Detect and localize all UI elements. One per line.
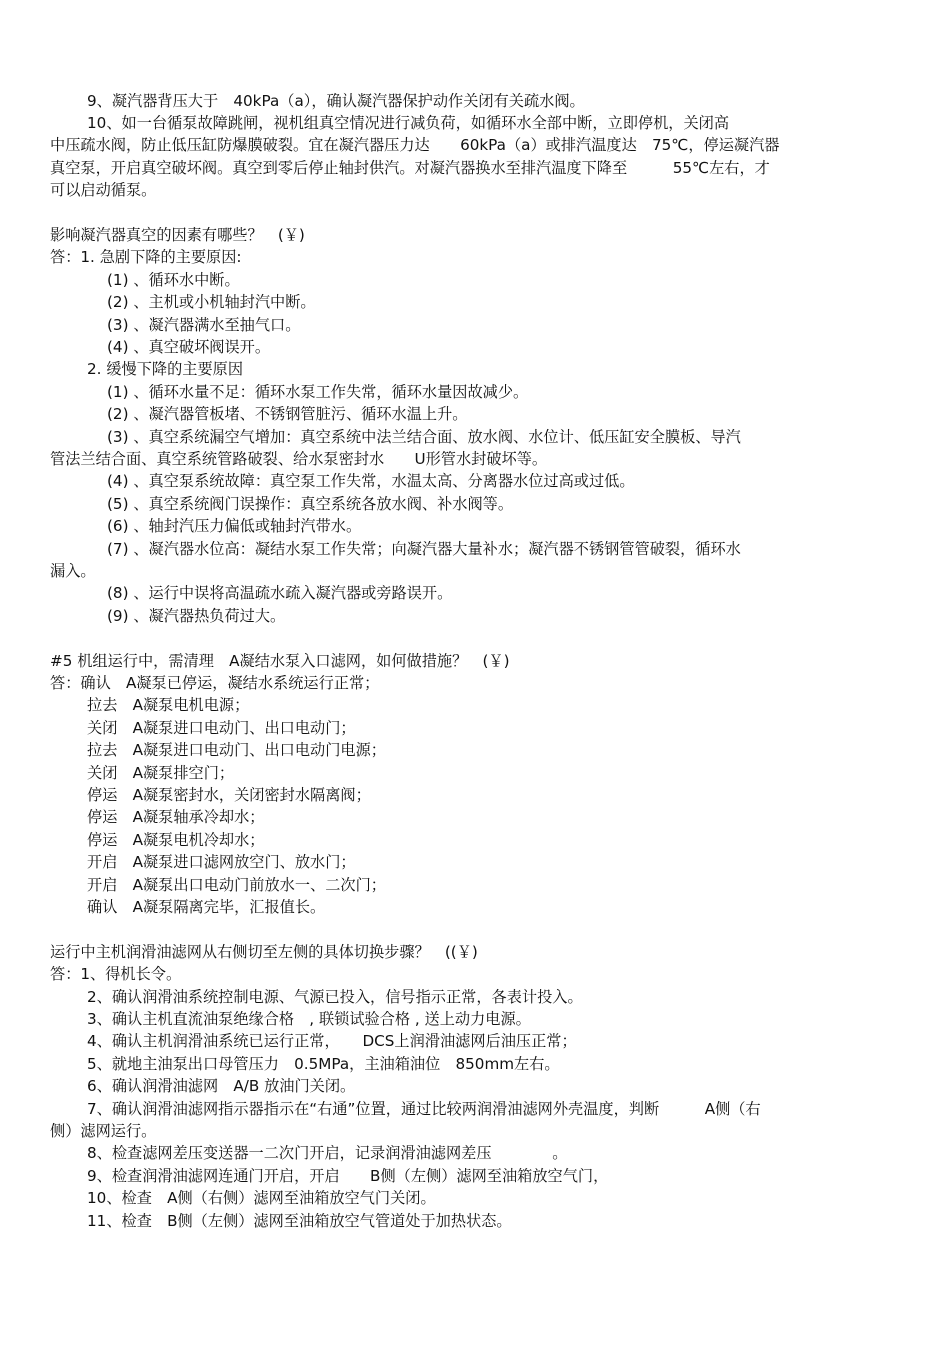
answer-line: 答：1. 急剧下降的主要原因: [50, 248, 242, 266]
step-line: 停运 A凝泵密封水，关闭密封水隔离阀； [87, 786, 371, 804]
list-item: (2) 、凝汽器管板堵、不锈钢管脏污、循环水温上升。 [107, 405, 468, 423]
step-line: 2、确认润滑油系统控制电源、气源已投入，信号指示正常，各表计投入。 [87, 988, 583, 1006]
step-line: 关闭 A凝泵排空门； [87, 764, 235, 782]
question-heading: #5 机组运行中，需清理 A凝结水泵入口滤网，如何做措施？ (￥) [50, 652, 510, 670]
step-line: 确认 A凝泵隔离完毕，汇报值长。 [87, 898, 326, 916]
text-line: 真空泵，开启真空破坏阀。真空到零后停止轴封供汽。对凝汽器换水至排汽温度下降至 55℃左右，才 [50, 159, 770, 177]
step-line: 开启 A凝泵出口电动门前放水一、二次门； [87, 876, 386, 894]
list-item: (4) 、真空破坏阀误开。 [107, 338, 271, 356]
text-line: 10、如一台循泵故障跳闸，视机组真空情况进行减负荷，如循环水全部中断，立即停机，关闭高 [87, 114, 730, 132]
step-line: 停运 A凝泵轴承冷却水； [87, 808, 265, 826]
text-line: 中压疏水阀，防止低压缸防爆膜破裂。宜在凝汽器压力达 60kPa（a）或排汽温度达 75℃，停运凝汽器 [50, 136, 780, 154]
list-item: 2. 缓慢下降的主要原因 [87, 360, 244, 378]
list-item: (1) 、循环水中断。 [107, 271, 240, 289]
text-line: 9、凝汽器背压大于 40kPa（a），确认凝汽器保护动作关闭有关疏水阀。 [87, 92, 585, 110]
answer-line: 答：1、得机长令。 [50, 965, 182, 983]
step-line: 拉去 A凝泵进口电动门、出口电动门电源； [87, 741, 386, 759]
list-item: (6) 、轴封汽压力偏低或轴封汽带水。 [107, 517, 362, 535]
step-line: 10、检查 A侧（右侧）滤网至油箱放空气门关闭。 [87, 1189, 436, 1207]
list-item: (8) 、运行中误将高温疏水疏入凝汽器或旁路误开。 [107, 584, 453, 602]
list-item: (7) 、凝汽器水位高：凝结水泵工作失常；向凝汽器大量补水；凝汽器不锈钢管管破裂，循环水 [107, 540, 741, 558]
step-line: 7、确认润滑油滤网指示器指示在“右通”位置，通过比较两润滑油滤网外壳温度，判断 A侧（右 [87, 1100, 761, 1118]
step-line: 6、确认润滑油滤网 A/B 放油门关闭。 [87, 1077, 356, 1095]
list-item: (4) 、真空泵系统故障：真空泵工作失常，水温太高、分离器水位过高或过低。 [107, 472, 635, 490]
question-heading: 运行中主机润滑油滤网从右侧切至左侧的具体切换步骤？ ((￥) [50, 943, 478, 961]
list-item: 漏入。 [50, 562, 96, 580]
step-line: 9、检查润滑油滤网连通门开启，开启 B侧（左侧）滤网至油箱放空气门， [87, 1167, 609, 1185]
step-line: 拉去 A凝泵电机电源； [87, 696, 250, 714]
list-item: (2) 、主机或小机轴封汽中断。 [107, 293, 316, 311]
step-line: 开启 A凝泵进口滤网放空门、放水门； [87, 853, 356, 871]
list-item: (3) 、真空系统漏空气增加：真空系统中法兰结合面、放水阀、水位计、低压缸安全膜板、导汽 [107, 428, 741, 446]
step-line: 3、确认主机直流油泵绝缘合格 , 联锁试验合格 , 送上动力电源。 [87, 1010, 531, 1028]
list-item: (5) 、真空系统阀门误操作：真空系统各放水阀、补水阀等。 [107, 495, 514, 513]
step-line: 关闭 A凝泵进口电动门、出口电动门； [87, 719, 356, 737]
question-heading: 影响凝汽器真空的因素有哪些？ (￥) [50, 226, 305, 244]
step-line: 5、就地主油泵出口母管压力 0.5MPa，主油箱油位 850mm左右。 [87, 1055, 560, 1073]
list-item: (1) 、循环水量不足：循环水泵工作失常，循环水量因故减少。 [107, 383, 529, 401]
text-line: 可以启动循泵。 [50, 181, 157, 199]
step-line: 停运 A凝泵电机冷却水； [87, 831, 265, 849]
answer-line: 答：确认 A凝泵已停运，凝结水系统运行正常； [50, 674, 380, 692]
step-line: 11、检查 B侧（左侧）滤网至油箱放空气管道处于加热状态。 [87, 1212, 512, 1230]
step-line: 侧）滤网运行。 [50, 1122, 157, 1140]
list-item: (9) 、凝汽器热负荷过大。 [107, 607, 286, 625]
list-item: 管法兰结合面、真空系统管路破裂、给水泵密封水 U形管水封破坏等。 [50, 450, 548, 468]
list-item: (3) 、凝汽器满水至抽气口。 [107, 316, 301, 334]
step-line: 8、检查滤网差压变送器一二次门开启，记录润滑油滤网差压 。 [87, 1144, 568, 1162]
step-line: 4、确认主机润滑油系统已运行正常， DCS上润滑油滤网后油压正常； [87, 1032, 577, 1050]
